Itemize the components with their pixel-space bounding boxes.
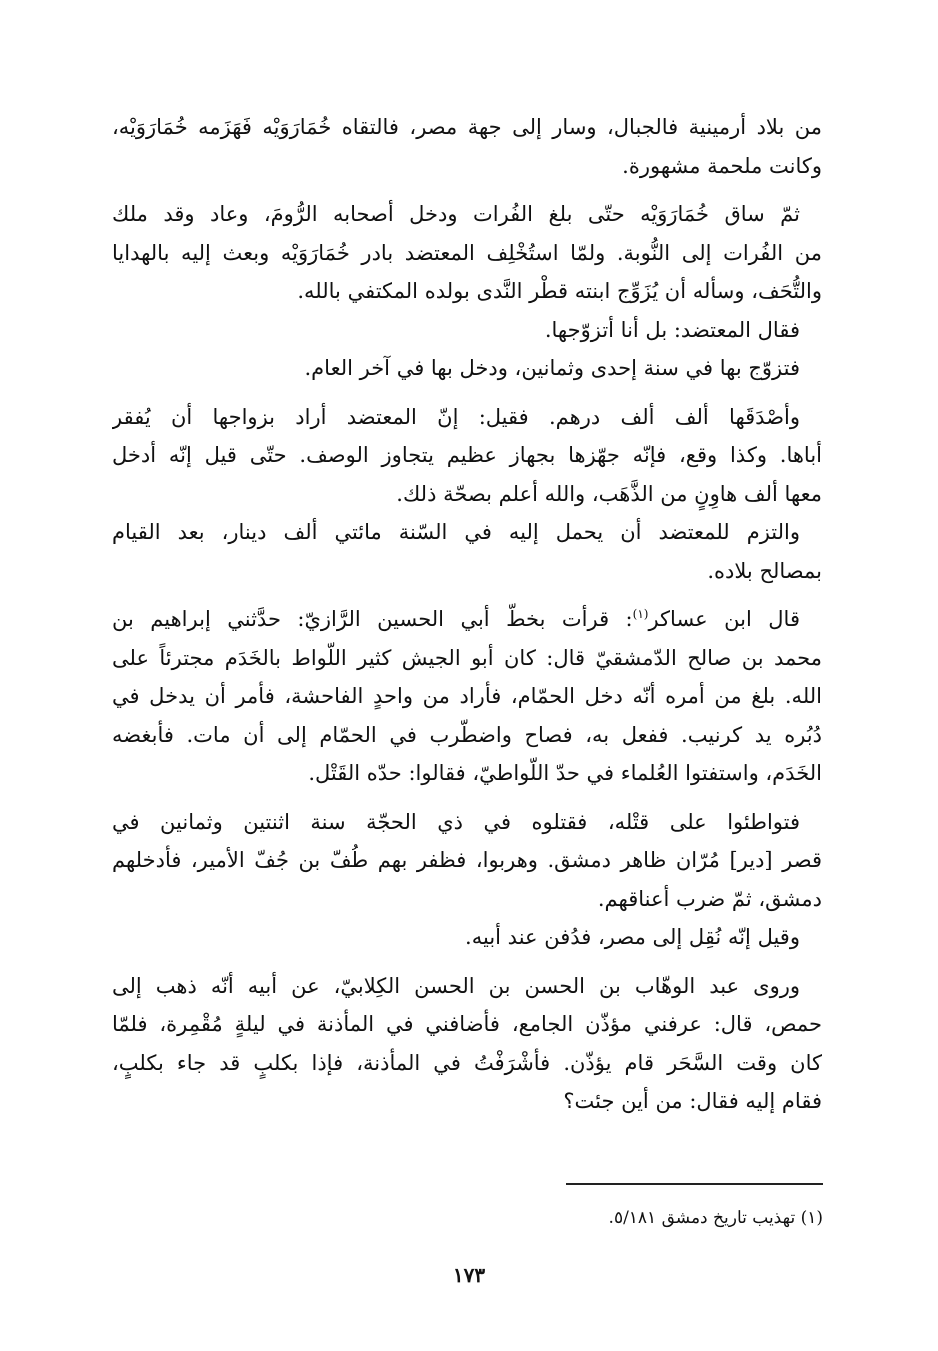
- text-line: محمد بن صالح الدّمشقيّ قال: كان أبو الجيش كثير اللّواط بالخَدَم مجترئاً على: [112, 645, 822, 670]
- footnote-divider: [566, 1183, 823, 1185]
- text-line: أباها. وكذا وقع، فإنّه جهّزها بجهاز عظيم يتجاوز الوصف. حتّى قيل إنّه أدخل: [112, 443, 822, 467]
- text-line-start: قال ابن عساكر: [648, 607, 800, 631]
- text-line: الخَدَم، واستفتوا العُلماء في حدّ اللّواطيّ، فقالوا: حدّه القَتْل.: [308, 761, 822, 785]
- paragraph-4: [112, 600, 822, 793]
- text-line: فقام إليه فقال: من أين جئت؟: [563, 1089, 822, 1113]
- paragraph-5: [112, 803, 822, 957]
- text-line-rest: : قرأت بخطّ أبي الحسين الرَّازيّ: حدَّثني إبراهيم بن: [112, 607, 633, 631]
- text-line: من بلاد أرمينية فالجبال، وسار إلى جهة مصر، فالتقاه خُمَارَوَيْه فَهَزَمه خُمَارَوَيْه،: [112, 115, 822, 139]
- page-number: ١٧٣: [452, 1263, 486, 1287]
- text-line: دمشق، ثمّ ضرب أعناقهم.: [597, 886, 822, 911]
- text-line: وأصْدَقَها ألف ألف درهم. فقيل: إنّ المعتضد أراد بزواجها أن يُفقر: [112, 404, 800, 429]
- text-line: معها ألف هاوِنٍ من الذَّهَب، والله أعلم بصحّة ذلك.: [396, 481, 822, 506]
- text-line: ثمّ ساق خُمَارَوَيْه حتّى بلغ الفُرات ودخل أصحابه الرُّومَ، وعاد وقد ملك: [112, 202, 800, 226]
- footnote: (١) تهذيب تاريخ دمشق ٥/١٨١.: [608, 1208, 823, 1228]
- text-line: بمصالح بلاده.: [707, 558, 822, 583]
- text-line: والتُّحَف، وسأله أن يُزَوِّج ابنته قطْر النَّدى بولده المكتفي بالله.: [297, 279, 822, 303]
- text-line: فتزوّج بها في سنة إحدى وثمانين، ودخل بها في آخر العام.: [304, 356, 800, 380]
- text-line: وروى عبد الوهّاب بن الحسن بن الحسن الكِلابيّ، عن أبيه أنّه ذهب إلى: [112, 973, 800, 998]
- text-line: فتواطئوا على قتْله، فقتلوه في ذي الحجّة سنة اثنتين وثمانين في: [112, 809, 800, 834]
- paragraph-6: [112, 967, 822, 1121]
- paragraph-2: [112, 195, 822, 388]
- text-line: الله. بلغ من أمره أنّه دخل الحمّام، فأراد من واحدٍ الفاحشة، فأمر أن يدخل في: [112, 684, 822, 708]
- main-text: [112, 108, 822, 1133]
- footnote-marker: (١): [632, 607, 649, 621]
- text-line: [112, 600, 822, 639]
- text-line: وكانت ملحمة مشهورة.: [622, 153, 822, 178]
- text-line: قصر [دير] مُرّان ظاهر دمشق. وهربوا، فظفر بهم طُفّ بن جُفّ الأمير، فأدخلهم: [112, 848, 822, 872]
- text-line: حمص، قال: عرفني مؤذّن الجامع، فأضافني في المأذنة في ليلةٍ مُقْمِرة، فلمّا: [112, 1012, 822, 1036]
- text-line: دُبُره يد كرنيب. ففعل به، فصاح واضطّرب في الحمّام إلى أن مات. فأبغضه: [112, 722, 822, 747]
- text-line: فقال المعتضد: بل أنا أتزوّجها.: [544, 317, 800, 342]
- text-line: وقيل إنّه نُقِل إلى مصر، فدُفن عند أبيه.: [465, 925, 800, 949]
- text-line: من الفُرات إلى النُّوبة. ولمّا استُخْلِف المعتضد بادر خُمَارَوَيْه وبعث إليه بالهدايا: [112, 240, 822, 265]
- paragraph-1: [112, 108, 822, 185]
- paragraph-3: [112, 398, 822, 591]
- text-line: والتزم للمعتضد أن يحمل إليه في السّنة مائتي ألف دينار، بعد القيام: [112, 520, 800, 544]
- text-line: كان وقت السَّحَر قام يؤذّن. فأشْرَفْتُ في المأذنة، فإذا بكلبٍ قد جاء بكلبٍ،: [112, 1050, 822, 1075]
